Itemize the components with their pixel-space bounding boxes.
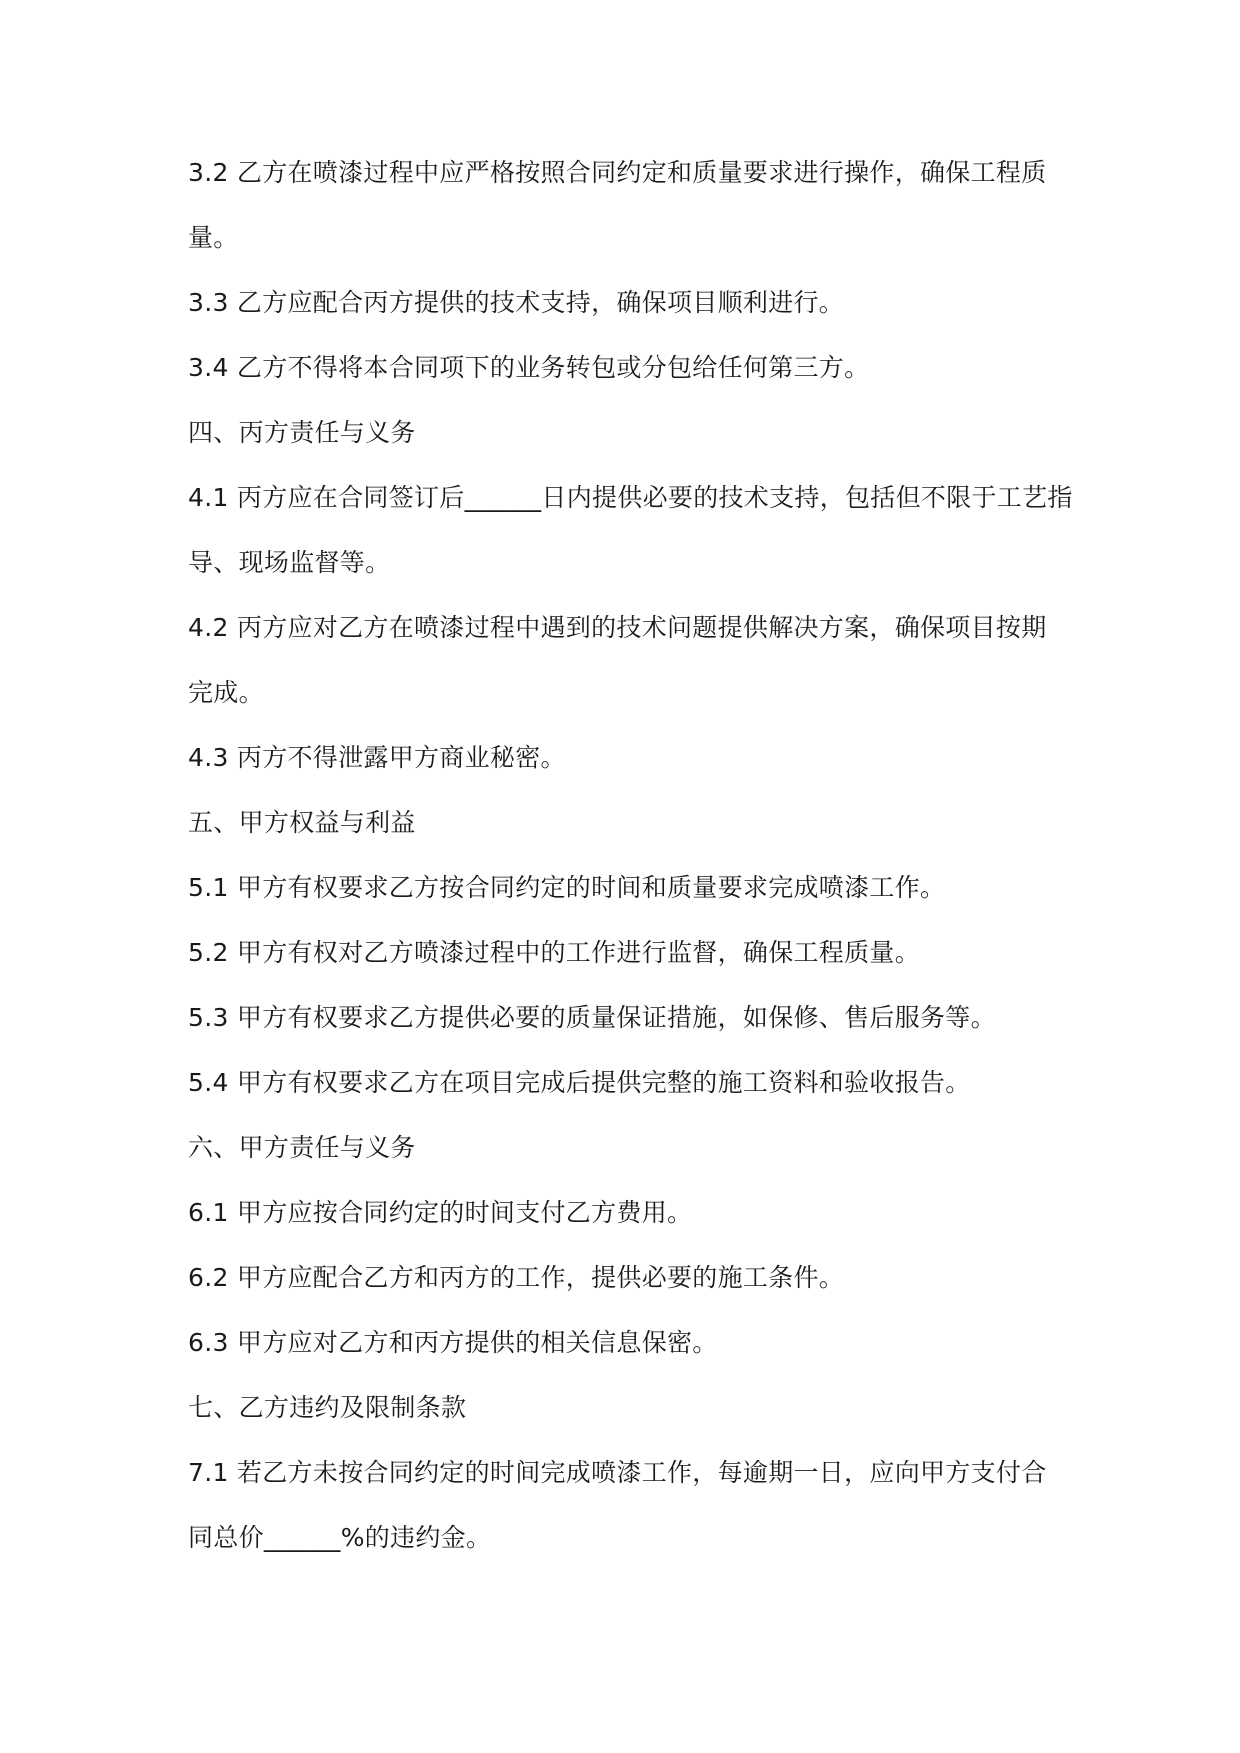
clause-3-2-line-2: 量。 bbox=[188, 223, 239, 252]
clause-3-2-line-1: 3.2 乙方在喷漆过程中应严格按照合同约定和质量要求进行操作，确保工程质 bbox=[188, 158, 1047, 187]
clause-4-2-line-1: 4.2 丙方应对乙方在喷漆过程中遇到的技术问题提供解决方案，确保项目按期 bbox=[188, 613, 1047, 642]
clause-7-1-line-1: 7.1 若乙方未按合同约定的时间完成喷漆工作，每逾期一日，应向甲方支付合 bbox=[188, 1458, 1047, 1487]
section-heading-4: 四、丙方责任与义务 bbox=[188, 418, 416, 447]
clause-4-1-line-2: 导、现场监督等。 bbox=[188, 548, 391, 577]
document-page bbox=[188, 156, 1073, 1586]
section-heading-7: 七、乙方违约及限制条款 bbox=[188, 1393, 467, 1422]
clause-7-1-line-2: 同总价______%的违约金。 bbox=[188, 1523, 492, 1552]
section-heading-6: 六、甲方责任与义务 bbox=[188, 1133, 416, 1162]
clause-4-2-line-2: 完成。 bbox=[188, 678, 264, 707]
clause-4-1-line-1: 4.1 丙方应在合同签订后______日内提供必要的技术支持，包括但不限于工艺指 bbox=[188, 483, 1073, 512]
clause-6-3: 6.3 甲方应对乙方和丙方提供的相关信息保密。 bbox=[188, 1328, 718, 1357]
clause-5-2: 5.2 甲方有权对乙方喷漆过程中的工作进行监督，确保工程质量。 bbox=[188, 938, 921, 967]
clause-5-1: 5.1 甲方有权要求乙方按合同约定的时间和质量要求完成喷漆工作。 bbox=[188, 873, 946, 902]
clause-5-3: 5.3 甲方有权要求乙方提供必要的质量保证措施，如保修、售后服务等。 bbox=[188, 1003, 996, 1032]
clause-6-2: 6.2 甲方应配合乙方和丙方的工作，提供必要的施工条件。 bbox=[188, 1263, 845, 1292]
clause-6-1: 6.1 甲方应按合同约定的时间支付乙方费用。 bbox=[188, 1198, 693, 1227]
clause-5-4: 5.4 甲方有权要求乙方在项目完成后提供完整的施工资料和验收报告。 bbox=[188, 1068, 971, 1097]
clause-3-3: 3.3 乙方应配合丙方提供的技术支持，确保项目顺利进行。 bbox=[188, 288, 845, 317]
clause-4-3: 4.3 丙方不得泄露甲方商业秘密。 bbox=[188, 743, 566, 772]
section-heading-5: 五、甲方权益与利益 bbox=[188, 808, 416, 837]
clause-3-4: 3.4 乙方不得将本合同项下的业务转包或分包给任何第三方。 bbox=[188, 353, 870, 382]
